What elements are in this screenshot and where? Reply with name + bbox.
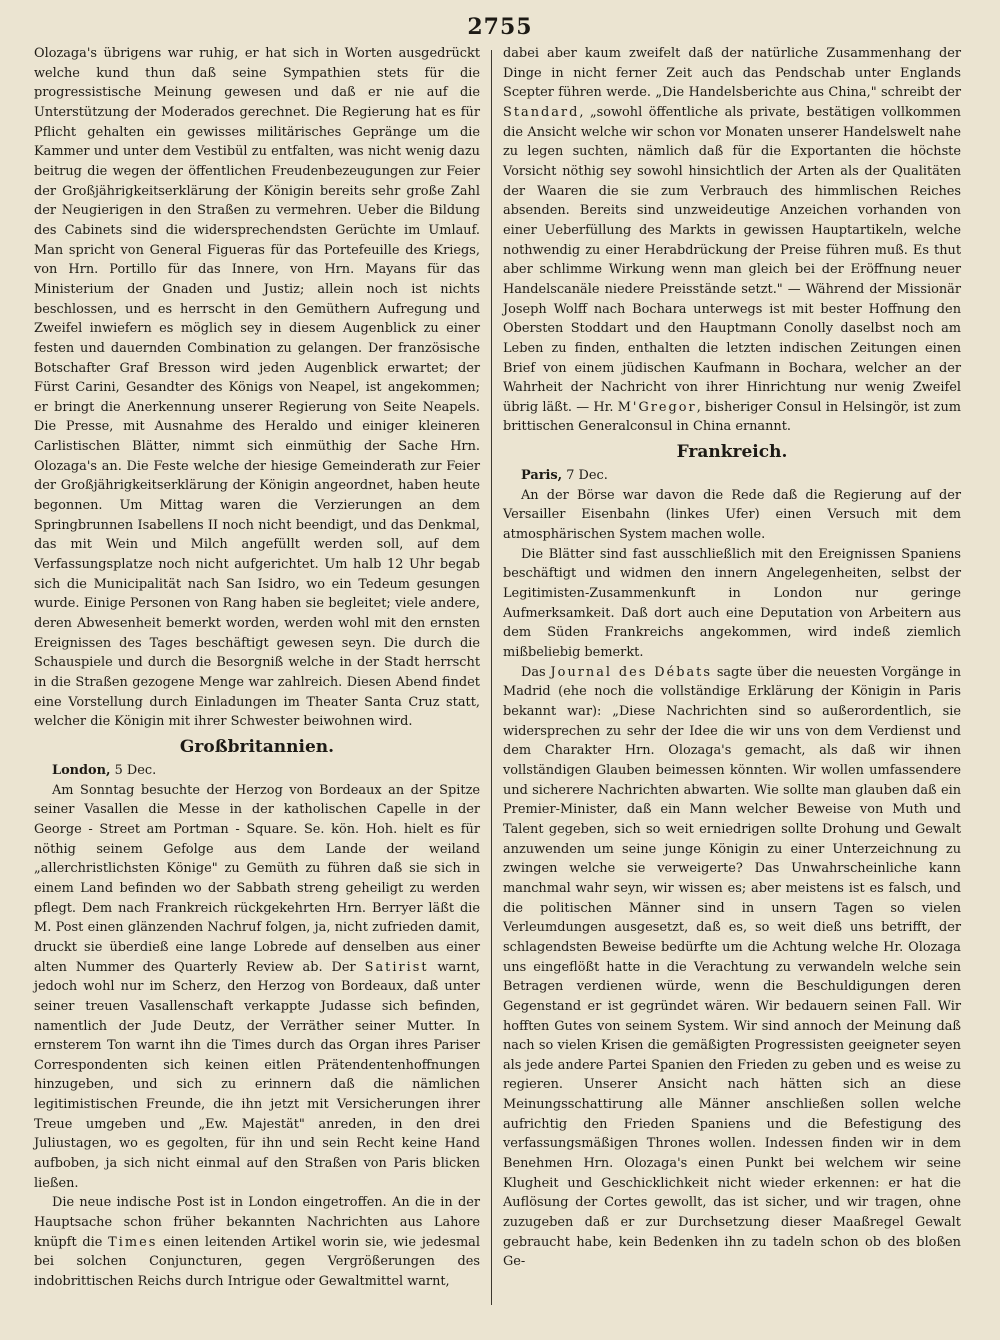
- text-run: Die neue indische Post ist in London eingetroffen. An die in der Hauptsache schon früher bekannten Nachrichten aus Lahore knüpft die: [34, 1195, 480, 1250]
- satirist-name: Satirist: [364, 959, 429, 975]
- spain-report-paragraph: Olozaga's übrigens war ruhig, er hat sich in Worten ausgedrückt welche kund thun daß seine Sympathien stets für die progressistische Meinung gewesen und daß er nie auf die Unterstützung der Moderados gerechnet. Die Regierung hat es für Pflicht gehalten ein gewisses militärisches Gepränge um die Kammer und unter dem Vestibül zu entfalten, was nicht wenig dazu beitrug die wegen der öffentlichen Freudenbezeugungen zur Feier der Großjährigkeitserklärung der Königin bereits sehr große Zahl der Neugierigen in den Straßen zu vermehren. Ueber die Bildung des Cabinets sind die widersprechendsten Gerüchte im Umlauf. Man spricht von General Figueras für das Portefeuille des Kriegs, von Hrn. Portillo für das Innere, von Hrn. Mayans für das Ministerium der Gnaden und Justiz; allein noch ist nichts beschlossen, und es herrscht in den Gemüthern Aufregung und Zweifel inwiefern es möglich sey in diesem Augenblick zu einer festen und dauernden Combination zu gelangen. Der französische Botschafter Graf Bresson wird jeden Augenblick erwartet; der Fürst Carini, Gesandter des Königs von Neapel, ist angekommen; er bringt die Anerkennung unserer Regierung von Seite Neapels. Die Presse, mit Ausnahme des Heraldo und einiger kleineren Carlistischen Blätter, nimmt sich einmüthig der Sache Hrn. Olozaga's an. Die Feste welche der hiesige Gemeinderath zur Feier der Großjährigkeitserklärung der Königin angeordnet, haben heute begonnen. Um Mittag waren die Verzierungen an dem Springbrunnen Isabellens II noch nicht beendigt, und das Denkmal, das mit Wein und Milch angefüllt werden soll, auf dem Verfassungsplatze noch nicht aufgerichtet. Um halb 12 Uhr begab sich die Municipalität nach San Isidro, wo ein Tedeum gesungen wurde. Einige Personen von Rang haben sie begleitet; viele andere, deren Abwesenheit bemerkt worden, werden wohl mit den ernsten Ereignissen des Tages beschäftigt gewesen seyn. Die durch die Schauspiele und durch die Besorgniß welche in der Stadt herrscht in die Straßen gezogene Menge war zahlreich. Diesen Abend findet eine Vorstellung durch Einladungen im Theater Santa Cruz statt, welcher die Königin mit ihrer Schwester beiwohnen wird.: [34, 46, 480, 730]
- journal-paragraph: [503, 663, 961, 1272]
- london-dateline: [34, 761, 480, 781]
- section-heading-grossbritannien: Großbritannien.: [179, 736, 335, 757]
- times-name: Times: [108, 1234, 158, 1250]
- blaetter-paragraph: Die Blätter sind fast ausschließlich mit den Ereignissen Spaniens beschäftigt und widmen den innern Angelegenheiten, selbst der Legitimisten-Zusammenkunft in London nur geringe Aufmerksamkeit. Daß dort auch eine Deputation von Arbeitern aus dem Süden Frankreichs angekommen, wird indeß ziemlich mißbeliebig bemerkt.: [503, 546, 961, 661]
- right-column: [503, 44, 961, 1272]
- text-run: , bisheriger Consul in Helsingör, ist zum brittischen Generalconsul in China ernannt.: [503, 399, 961, 435]
- standard-name: Standard: [503, 104, 580, 120]
- paris-dateline: [503, 466, 961, 486]
- dateline-date: 7 Dec.: [566, 468, 608, 484]
- dateline-place: Paris,: [521, 468, 563, 484]
- text-run: Das: [521, 664, 546, 680]
- page-number: 2755: [467, 14, 533, 40]
- left-column: [34, 44, 480, 1292]
- text-run: einen leitenden Artikel worin sie, wie jedesmal bei solchen Conjuncturen, gegen Vergrößerungen des indobrittischen Reichs durch Intrigue oder Gewaltmittel warnt,: [34, 1234, 480, 1290]
- section-heading-frankreich: Frankreich.: [676, 442, 788, 463]
- text-run: warnt, jedoch wohl nur im Scherz, den Herzog von Bordeaux, daß unter seiner treuen Vasallenschaft verkappte Judasse sich befinden, namentlich der Jude Deutz, der Verräther seiner Mutter. In ernsterem Ton warnt ihn die Times durch das Organ ihres Pariser Correspondenten sich keinen eitlen Prätendentenhoffnungen hinzugeben, und sich zu erinnern daß die nämlichen legitimistischen Freunde, die ihn jetzt mit Versicherungen ihrer Treue umgeben und „Ew. Majestät" anreden, in den drei Juliustagen, wo es gegolten, für ihn und sein Recht keine Hand aufboben, ja sich nicht einmal auf den Straßen von Paris blicken ließen.: [34, 959, 480, 1191]
- dateline-date: 5 Dec.: [114, 762, 157, 778]
- text-run: , „sowohl öffentliche als private, bestätigen vollkommen die Ansicht welche wir schon vor Monaten unserer Handelswelt nahe zu legen suchten, nämlich daß für die Exportanten die höchste Vorsicht nöthig sey sowohl hinsichtlich der Arten als der Qualitäten der Waaren die sie zum Verbrauch des himmlischen Reiches absenden. Bereits sind unzweideutige Anzeichen vorhanden von einer Ueberfüllung des Markts in gewissen Hauptartikeln, welche nothwendig zu einer Herabdrückung der Preise führen muß. Es thut aber schlimme Wirkung wenn man gleich bei der Eröffnung neuer Handelscanäle niedere Preisstände setzt." — Während der Missionär Joseph Wolff nach Bochara unterwegs ist mit bester Hoffnung den Obersten Stoddart und den Hauptmann Conolly daselbst noch am Leben zu finden, enthalten die letzten indischen Zeitungen einen Brief von einem jüdischen Kaufmann in Bochara, welcher an der Wahrheit der Nachricht von ihrer Hinrichtung nur wenig Zweifel übrig läßt. — Hr.: [503, 104, 961, 415]
- mgregor-name: M'Gregor: [617, 399, 697, 415]
- text-run: dabei aber kaum zweifelt daß der natürliche Zusammenhang der Dinge in nicht ferner Zeit auch das Pendschab unter Englands Scepter führen werde. „Die Handelsberichte aus China," schreibt der: [503, 46, 961, 101]
- dateline-place: London,: [52, 762, 111, 778]
- journal-name: Journal des Débats: [550, 664, 712, 680]
- china-trade-paragraph: [503, 44, 961, 437]
- text-run: Am Sonntag besuchte der Herzog von Bordeaux an der Spitze seiner Vasallen die Messe in der katholischen Capelle in der George - Street am Portman - Square. Se. kön. Hoh. hielt es für nöthig seinem Gefolge aus dem Lande der weiland „allerchristlichsten Könige" zu Gemüth zu führen daß sie sich in einem Land befinden wo der Sabbath streng geheiligt zu werden pflegt. Dem nach Frankreich rückgekehrten Hrn. Berryer läßt die M. Post einen glänzenden Nachruf folgen, ja, nicht zufrieden damit, druckt sie überdieß eine lange Lobrede auf denselben aus einer alten Nummer des Quarterly Review ab. Der: [34, 782, 480, 975]
- boerse-paragraph: An der Börse war davon die Rede daß die Regierung auf der Versailler Eisenbahn (linkes Ufer) einen Versuch mit dem atmosphärischen System machen wolle.: [503, 487, 961, 543]
- bordeaux-paragraph: [34, 781, 480, 1194]
- text-run: sagte über die neuesten Vorgänge in Madrid (ehe noch die vollständige Erklärung der Königin in Paris bekannt war): „Diese Nachrichten sind so außerordentlich, sie widersprechen zu sehr der Idee die wir uns von dem Verdienst und dem Charakter Hrn. Olozaga's gemacht, als daß wir ihnen vollständigen Glauben beimessen könnten. Wir wollen umfassendere und sicherere Nachrichten abwarten. Wie sollte man glauben daß ein Premier-Minister, daß ein Mann welcher Beweise von Muth und Talent gegeben, sich so weit erniedrigen sollte Drohung und Gewalt anzuwenden um seine junge Königin zu einer Unterzeichnung zu zwingen welche sie verweigerte? Das Unwahrscheinliche kann manchmal wahr seyn, wir wissen es; aber meistens ist es falsch, und die politischen Männer sind in unsern Tagen so vielen Verleumdungen ausgesetzt, daß es, so weit dieß uns betrifft, der schlagendsten Beweise bedürfte um die Achtung welche Hr. Olozaga uns eingeflößt hatte in die Verachtung zu verwandeln welche sein Betragen verdienen würde, wenn die Beschuldigungen deren Gegenstand er ist gegründet wären. Wir bedauern seinen Fall. Wir hofften Gutes von seinem System. Wir sind annoch der Meinung daß nach so vielen Krisen die gemäßigten Progressisten geeigneter seyen als jede andere Partei Spanien den Frieden zu geben und es weise zu regieren. Unserer Ansicht nach hätten sich an diese Meinungsschattirung alle Männer anschließen sollen welche aufrichtig den Frieden Spaniens und die Befestigung des verfassungsmäßigen Thrones wollen. Indessen finden wir in dem Benehmen Hrn. Olozaga's einen Punkt bei welchem wir seine Klugheit und Geschicklichkeit nicht wieder erkennen: er hat die Auflösung der Cortes gewollt, das ist sicher, und wir tragen, ohne zuzugeben daß er zur Durchsetzung dieser Maaßregel Gewalt gebraucht habe, kein Bedenken ihn zu tadeln schon ob des bloßen Ge-: [503, 664, 962, 1270]
- indian-post-paragraph: [34, 1193, 480, 1291]
- column-divider: [491, 50, 492, 1305]
